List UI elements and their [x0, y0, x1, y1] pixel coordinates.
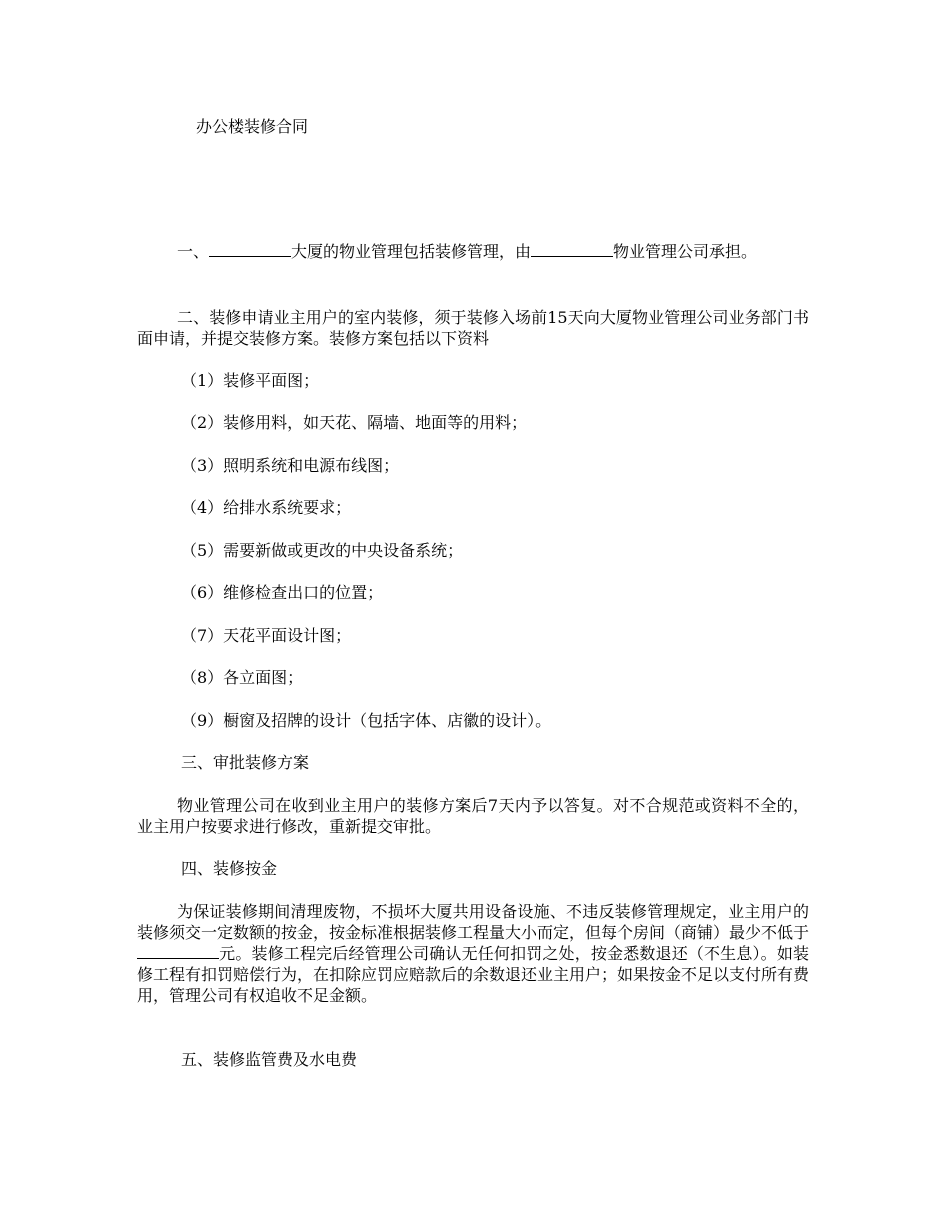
list-item: （8）各立面图； — [181, 668, 304, 687]
clause-1-number: 一、 — [177, 242, 210, 261]
section-heading-4: 四、装修按金 — [181, 859, 278, 878]
clause-2-text: 二、装修申请业主用户的室内装修，须于装修入场前15天向大厦物业管理公司业务部门书面申请，并提交装修方案。装修方案包括以下资料 — [137, 308, 809, 348]
list-item: （9）橱窗及招牌的设计（包括字体、店徽的设计）。 — [181, 711, 552, 730]
section-heading-5: 五、装修监管费及水电费 — [181, 1050, 358, 1069]
clause-2 — [137, 307, 809, 349]
blank-building-name — [209, 242, 291, 257]
list-item: （1）装修平面图； — [181, 371, 320, 390]
list-item: （3）照明系统和电源布线图； — [181, 456, 400, 475]
clause-1 — [137, 241, 809, 262]
list-item: （7）天花平面设计图； — [181, 626, 352, 645]
clause-4-part-b: 元。装修工程完后经管理公司确认无任何扣罚之处，按金悉数退还（不生息）。如装修工程有扣罚赔偿行为，在扣除应罚应赔款后的余数退还业主用户；如果按金不足以支付所有费用，管理公司有权追收不足金额。 — [137, 944, 810, 1005]
clause-3-body — [137, 795, 809, 837]
list-item: （4）给排水系统要求； — [181, 498, 352, 517]
clause-1-middle: 大厦的物业管理包括装修管理，由 — [291, 242, 532, 261]
section-heading-3: 三、审批装修方案 — [181, 753, 310, 772]
clause-1-text — [137, 241, 809, 262]
blank-company-name — [531, 242, 613, 257]
clause-4-body — [137, 901, 809, 1006]
document-title: 办公楼装修合同 — [196, 117, 309, 136]
clause-1-end: 物业管理公司承担。 — [613, 242, 758, 261]
list-item: （6）维修检查出口的位置； — [181, 583, 384, 602]
list-item: （2）装修用料，如天花、隔墙、地面等的用料； — [181, 413, 528, 432]
clause-4-text — [137, 901, 809, 1006]
clause-4-part-a: 为保证装修期间清理废物，不损坏大厦共用设备设施、不违反装修管理规定，业主用户的装修须交一定数额的按金，按金标准根据装修工程量大小而定，但每个房间（商铺）最少不低于 — [137, 902, 810, 942]
clause-3-text: 物业管理公司在收到业主用户的装修方案后7天内予以答复。对不合规范或资料不全的，业主用户按要求进行修改，重新提交审批。 — [137, 796, 809, 836]
list-item: （5）需要新做或更改的中央设备系统； — [181, 541, 464, 560]
blank-deposit-amount — [137, 944, 219, 959]
